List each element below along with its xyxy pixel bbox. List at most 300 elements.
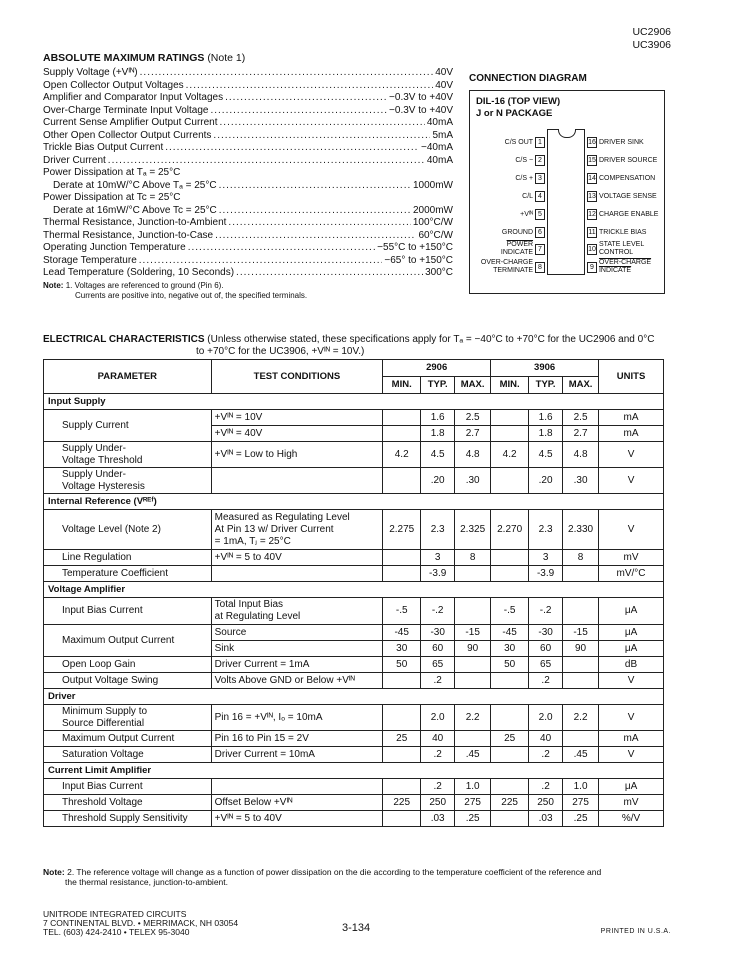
value-cell: 2.270 (491, 510, 529, 550)
value-cell: .2 (529, 673, 563, 689)
header-min: MIN. (383, 377, 421, 394)
pin-name: CONTROL (598, 249, 634, 256)
value-cell (383, 779, 421, 795)
value-cell: -.2 (529, 598, 563, 625)
amr-row (43, 242, 453, 255)
parameter-cell: Temperature Coefficient (44, 566, 212, 582)
value-cell: 25 (383, 731, 421, 747)
value-cell: 65 (421, 657, 455, 673)
value-cell: -.5 (383, 598, 421, 625)
parameter-cell: Input Bias Current (44, 779, 212, 795)
pin-name: C/S OUT (504, 138, 534, 146)
value-cell: 2.325 (455, 510, 491, 550)
pin-right (587, 241, 644, 257)
amr-value: 300°C (425, 267, 453, 278)
section-row (44, 582, 664, 598)
leader-dots (228, 217, 410, 230)
ec-body (44, 394, 664, 827)
test-condition-cell: +Vᴵᴺ = Low to High (211, 442, 383, 468)
value-cell: 225 (383, 795, 421, 811)
leader-dots (215, 230, 416, 243)
units-cell: μA (599, 625, 664, 641)
value-cell (563, 598, 599, 625)
pin-right (587, 137, 644, 148)
pin-right (587, 259, 651, 275)
value-cell: -30 (529, 625, 563, 641)
value-cell (383, 566, 421, 582)
amr-value: 40V (435, 67, 453, 78)
table-row (44, 566, 664, 582)
ic-package-outline (547, 129, 585, 275)
units-cell: V (599, 673, 664, 689)
amr-label: Lead Temperature (Soldering, 10 Seconds) (43, 267, 235, 278)
amr-value: 1000mW (412, 179, 453, 191)
amr-value: 60°C/W (418, 229, 453, 241)
amr-label: Over-Charge Terminate Input Voltage (43, 104, 209, 116)
pin-number: 16 (588, 139, 596, 146)
parameter-cell: Output Voltage Swing (44, 673, 212, 689)
value-cell: 8 (455, 550, 491, 566)
pin-name: C/S + (515, 174, 534, 182)
pin-right (587, 173, 655, 184)
value-cell (491, 811, 529, 827)
value-cell: 4.5 (529, 442, 563, 468)
value-cell: 60 (529, 641, 563, 657)
units-cell: V (599, 442, 664, 468)
pin-right (587, 209, 658, 220)
value-cell: 1.6 (421, 410, 455, 426)
connection-diagram-title: CONNECTION DIAGRAM (469, 73, 587, 84)
value-cell: 275 (455, 795, 491, 811)
amr-value: 5mA (432, 129, 453, 141)
value-cell: -45 (491, 625, 529, 641)
header-units: UNITS (599, 360, 664, 394)
header-typ: TYP. (529, 377, 563, 394)
units-cell: mV/°C (599, 566, 664, 582)
value-cell: .2 (529, 779, 563, 795)
amr-row (43, 105, 453, 118)
amr-label: Amplifier and Comparator Input Voltages (43, 92, 224, 103)
header-typ: TYP. (421, 377, 455, 394)
pin-number: 9 (587, 262, 597, 273)
leader-dots (219, 205, 411, 218)
amr-row (43, 67, 453, 80)
value-cell: .03 (529, 811, 563, 827)
amr-label: Power Dissipation at Tc = 25°C (43, 192, 181, 203)
test-condition-cell: +Vᴵᴺ = 5 to 40V (211, 811, 383, 827)
value-cell (455, 566, 491, 582)
amr-rows (43, 67, 453, 280)
leader-dots (165, 142, 419, 155)
value-cell: 65 (529, 657, 563, 673)
amr-label: Current Sense Amplifier Output Current (43, 117, 218, 128)
value-cell: 1.8 (421, 426, 455, 442)
value-cell: .25 (455, 811, 491, 827)
table-row (44, 468, 664, 494)
value-cell: 2.5 (455, 410, 491, 426)
leader-dots (225, 92, 387, 105)
amr-row (43, 142, 453, 155)
test-condition-cell: Driver Current = 10mA (211, 747, 383, 763)
value-cell (383, 673, 421, 689)
units-cell: mA (599, 426, 664, 442)
test-condition-cell: +Vᴵᴺ = 40V (211, 426, 383, 442)
value-cell (455, 598, 491, 625)
value-cell (491, 468, 529, 494)
amr-label: Thermal Resistance, Junction-to-Ambient (43, 217, 227, 228)
table-row (44, 657, 664, 673)
amr-row (43, 217, 453, 230)
test-condition-cell: Pin 16 = +Vᴵᴺ, Iₒ = 10mA (211, 705, 383, 731)
amr-row (43, 80, 453, 93)
table-row (44, 673, 664, 689)
parameter-cell: Saturation Voltage (44, 747, 212, 763)
value-cell: 1.0 (563, 779, 599, 795)
units-cell: V (599, 747, 664, 763)
value-cell: 60 (421, 641, 455, 657)
value-cell: 275 (563, 795, 599, 811)
value-cell: 90 (563, 641, 599, 657)
printed-in: PRINTED IN U.S.A. (600, 928, 671, 935)
value-cell: 40 (529, 731, 563, 747)
value-cell: 225 (491, 795, 529, 811)
value-cell: 2.7 (455, 426, 491, 442)
leader-dots (139, 255, 383, 268)
pin-left (505, 137, 545, 148)
page-number: 3-134 (342, 922, 371, 934)
section-title: Driver (44, 689, 664, 705)
pin-number: 11 (588, 229, 596, 236)
package-label: DIL-16 (TOP VIEW) J or N PACKAGE (476, 96, 561, 119)
value-cell: 4.2 (491, 442, 529, 468)
pin-left (520, 209, 545, 220)
test-condition-cell: Total Input Bias at Regulating Level (211, 598, 383, 625)
parameter-cell: Supply Under- Voltage Threshold (44, 442, 212, 468)
table-row (44, 598, 664, 625)
test-condition-cell: Offset Below +Vᴵᴺ (211, 795, 383, 811)
amr-value: 40V (435, 79, 453, 91)
value-cell (491, 566, 529, 582)
table-row (44, 510, 664, 550)
value-cell: 25 (491, 731, 529, 747)
pin-left (502, 227, 545, 238)
value-cell: 2.2 (455, 705, 491, 731)
pin-name: +Vᴵᴺ (520, 210, 534, 218)
leader-dots (236, 267, 423, 280)
value-cell: .25 (563, 811, 599, 827)
amr-value: −40mA (421, 142, 453, 153)
amr-row (43, 255, 453, 268)
value-cell: -15 (563, 625, 599, 641)
value-cell: 1.0 (455, 779, 491, 795)
value-cell (455, 657, 491, 673)
pin-name: POWER (506, 241, 534, 248)
pin-name: OVER-CHARGE (480, 259, 534, 266)
units-cell: μA (599, 779, 664, 795)
value-cell: 90 (455, 641, 491, 657)
value-cell (491, 705, 529, 731)
test-condition-cell: Source (211, 625, 383, 641)
amr-row (43, 230, 453, 243)
amr-row (43, 92, 453, 105)
value-cell (383, 705, 421, 731)
test-condition-cell: +Vᴵᴺ = 10V (211, 410, 383, 426)
parameter-cell: Open Loop Gain (44, 657, 212, 673)
value-cell (491, 673, 529, 689)
amr-row (43, 205, 453, 218)
amr-label: Derate at 10mW/°C Above Tₐ = 25°C (53, 179, 217, 191)
pin-number: 8 (535, 262, 545, 273)
amr-value: 40mA (426, 154, 453, 166)
section-row (44, 494, 664, 510)
amr-row (43, 167, 453, 180)
value-cell (491, 410, 529, 426)
ec-title: ELECTRICAL CHARACTERISTICS (Unless otherwise stated, these specifications apply for Tₐ = −40°C to +70°C for the UC2906 and 0°C to +70°C for the UC3906, +Vᴵᴺ = 10V.) (43, 334, 655, 357)
value-cell (491, 426, 529, 442)
pin-number: 10 (588, 245, 596, 253)
part-number: UC3906 (632, 39, 671, 51)
amr-value: −0.3V to +40V (389, 92, 453, 103)
pin-name: CHARGE ENABLE (598, 210, 659, 218)
table-row (44, 779, 664, 795)
value-cell: 2.5 (563, 410, 599, 426)
header-parameter: PARAMETER (44, 360, 212, 394)
value-cell (491, 779, 529, 795)
table-row (44, 410, 664, 426)
section-title: Internal Reference (Vᴿᴱᶠ) (44, 494, 664, 510)
value-cell: 30 (491, 641, 529, 657)
value-cell: 4.8 (563, 442, 599, 468)
pin-number: 14 (588, 175, 596, 182)
connection-diagram (469, 90, 665, 294)
table-row (44, 550, 664, 566)
part-numbers (632, 26, 671, 52)
amr-value: −55°C to +150°C (377, 242, 453, 253)
amr-label: Driver Current (43, 154, 106, 166)
value-cell: -3.9 (529, 566, 563, 582)
units-cell: V (599, 468, 664, 494)
value-cell (383, 811, 421, 827)
amr-label: Other Open Collector Output Currents (43, 129, 212, 141)
company-address: UNITRODE INTEGRATED CIRCUITS 7 CONTINENTAL BLVD. • MERRIMACK, NH 03054 TEL. (603) 424-2410 • TELEX 95-3040 (43, 909, 239, 937)
table-row (44, 811, 664, 827)
header-2906: 2906 (383, 360, 491, 377)
units-cell: %/V (599, 811, 664, 827)
pin-right (587, 191, 657, 202)
units-cell: mA (599, 731, 664, 747)
pin-number: 5 (535, 209, 545, 220)
test-condition-cell: Driver Current = 1mA (211, 657, 383, 673)
test-condition-cell (211, 566, 383, 582)
pin-name: INDICATE (598, 267, 632, 274)
parameter-cell: Voltage Level (Note 2) (44, 510, 212, 550)
amr-label: Trickle Bias Output Current (43, 142, 164, 153)
table-row (44, 625, 664, 641)
amr-row (43, 130, 453, 143)
value-cell: 2.330 (563, 510, 599, 550)
header-min: MIN. (491, 377, 529, 394)
leader-dots (188, 242, 375, 255)
header-3906: 3906 (491, 360, 599, 377)
leader-dots (186, 80, 434, 93)
header-max: MAX. (455, 377, 491, 394)
units-cell: V (599, 510, 664, 550)
amr-value: −0.3V to +40V (389, 104, 453, 116)
value-cell: 8 (563, 550, 599, 566)
amr-row (43, 192, 453, 205)
units-cell: dB (599, 657, 664, 673)
pin-number: 2 (535, 155, 545, 166)
units-cell: μA (599, 598, 664, 625)
pin-number: 3 (535, 173, 545, 184)
value-cell: .20 (421, 468, 455, 494)
pin-name: OVER-CHARGE (598, 259, 652, 266)
value-cell: .2 (421, 747, 455, 763)
amr-label: Storage Temperature (43, 254, 137, 266)
value-cell: .45 (563, 747, 599, 763)
value-cell (383, 550, 421, 566)
value-cell: 2.7 (563, 426, 599, 442)
amr-label: Open Collector Output Voltages (43, 79, 184, 91)
value-cell: 250 (421, 795, 455, 811)
value-cell: -.5 (491, 598, 529, 625)
units-cell: mA (599, 410, 664, 426)
value-cell: 2.2 (563, 705, 599, 731)
value-cell: 2.3 (421, 510, 455, 550)
parameter-cell: Supply Under- Voltage Hysteresis (44, 468, 212, 494)
value-cell: .2 (421, 673, 455, 689)
value-cell: 50 (383, 657, 421, 673)
value-cell: 2.0 (529, 705, 563, 731)
parameter-cell: Supply Current (44, 410, 212, 442)
value-cell: .30 (455, 468, 491, 494)
value-cell: 3 (421, 550, 455, 566)
value-cell (383, 410, 421, 426)
amr-row (43, 267, 453, 280)
amr-value: 2000mW (412, 204, 453, 216)
test-condition-cell (211, 468, 383, 494)
units-cell: μA (599, 641, 664, 657)
value-cell: -30 (421, 625, 455, 641)
value-cell: 250 (529, 795, 563, 811)
amr-row (43, 117, 453, 130)
value-cell: .30 (563, 468, 599, 494)
pin-left (515, 173, 545, 184)
value-cell: -3.9 (421, 566, 455, 582)
value-cell: 30 (383, 641, 421, 657)
value-cell (563, 657, 599, 673)
amr-note: Note: 1. Voltages are referenced to ground (Pin 6). Currents are positive into, negative out of, the specified terminals. (43, 280, 308, 300)
value-cell: .20 (529, 468, 563, 494)
absolute-maximum-ratings (43, 52, 453, 301)
test-condition-cell: Sink (211, 641, 383, 657)
electrical-characteristics-table (43, 359, 664, 827)
value-cell: 1.8 (529, 426, 563, 442)
amr-value: 40mA (426, 117, 453, 128)
table-row (44, 747, 664, 763)
value-cell: 3 (529, 550, 563, 566)
pin-name: C/L (522, 192, 534, 200)
units-cell: mV (599, 550, 664, 566)
value-cell: 4.2 (383, 442, 421, 468)
pin-number: 7 (535, 244, 545, 255)
table-row (44, 705, 664, 731)
value-cell: 2.0 (421, 705, 455, 731)
pin-name: VOLTAGE SENSE (598, 192, 657, 200)
header-max: MAX. (563, 377, 599, 394)
section-title: Input Supply (44, 394, 664, 410)
test-condition-cell: Pin 16 to Pin 15 = 2V (211, 731, 383, 747)
pin-left (501, 241, 545, 257)
value-cell: 4.8 (455, 442, 491, 468)
value-cell (383, 747, 421, 763)
amr-row (43, 155, 453, 168)
leader-dots (220, 117, 425, 130)
pin-number: 4 (535, 191, 545, 202)
value-cell (563, 731, 599, 747)
value-cell: -.2 (421, 598, 455, 625)
value-cell: -45 (383, 625, 421, 641)
amr-value: −65° to +150°C (384, 254, 453, 266)
pin-number: 13 (588, 193, 596, 200)
value-cell: 4.5 (421, 442, 455, 468)
pin-name: C/S − (515, 156, 534, 164)
table-row (44, 442, 664, 468)
parameter-cell: Input Bias Current (44, 598, 212, 625)
amr-row (43, 180, 453, 193)
leader-dots (210, 105, 387, 118)
value-cell (563, 566, 599, 582)
pin-name: TERMINATE (493, 267, 534, 274)
amr-label: Operating Junction Temperature (43, 242, 186, 253)
pin-number: 15 (588, 157, 596, 164)
value-cell: .45 (455, 747, 491, 763)
part-number: UC2906 (632, 26, 671, 38)
value-cell (455, 731, 491, 747)
parameter-cell: Maximum Output Current (44, 731, 212, 747)
pin-right (587, 227, 646, 238)
section-row (44, 394, 664, 410)
value-cell (563, 673, 599, 689)
section-row (44, 689, 664, 705)
value-cell: 40 (421, 731, 455, 747)
parameter-cell: Threshold Supply Sensitivity (44, 811, 212, 827)
ec-note: Note: 2. The reference voltage will change as a function of power dissipation on the die according to the temperature coefficient of the reference and the thermal resistance, junction-to-ambient. (43, 867, 602, 887)
amr-value: 100°C/W (412, 217, 453, 228)
value-cell: .2 (529, 747, 563, 763)
value-cell: 1.6 (529, 410, 563, 426)
pin-name: STATE LEVEL (598, 241, 645, 248)
parameter-cell: Maximum Output Current (44, 625, 212, 657)
amr-label: Derate at 16mW/°C Above Tc = 25°C (53, 204, 217, 216)
test-condition-cell: Measured as Regulating Level At Pin 13 w/ Driver Current = 1mA, Tⱼ = 25°C (211, 510, 383, 550)
value-cell: 2.275 (383, 510, 421, 550)
amr-title: ABSOLUTE MAXIMUM RATINGS (Note 1) (43, 52, 246, 64)
value-cell (491, 550, 529, 566)
pin-left (515, 155, 545, 166)
pin-name: DRIVER SINK (598, 138, 644, 146)
value-cell (491, 747, 529, 763)
units-cell: mV (599, 795, 664, 811)
pin-number: 1 (535, 137, 545, 148)
leader-dots (213, 130, 430, 143)
leader-dots (108, 155, 425, 168)
parameter-cell: Minimum Supply to Source Differential (44, 705, 212, 731)
parameter-cell: Threshold Voltage (44, 795, 212, 811)
amr-label: Power Dissipation at Tₐ = 25°C (43, 167, 181, 178)
pin-name: COMPENSATION (598, 174, 656, 182)
test-condition-cell: +Vᴵᴺ = 5 to 40V (211, 550, 383, 566)
